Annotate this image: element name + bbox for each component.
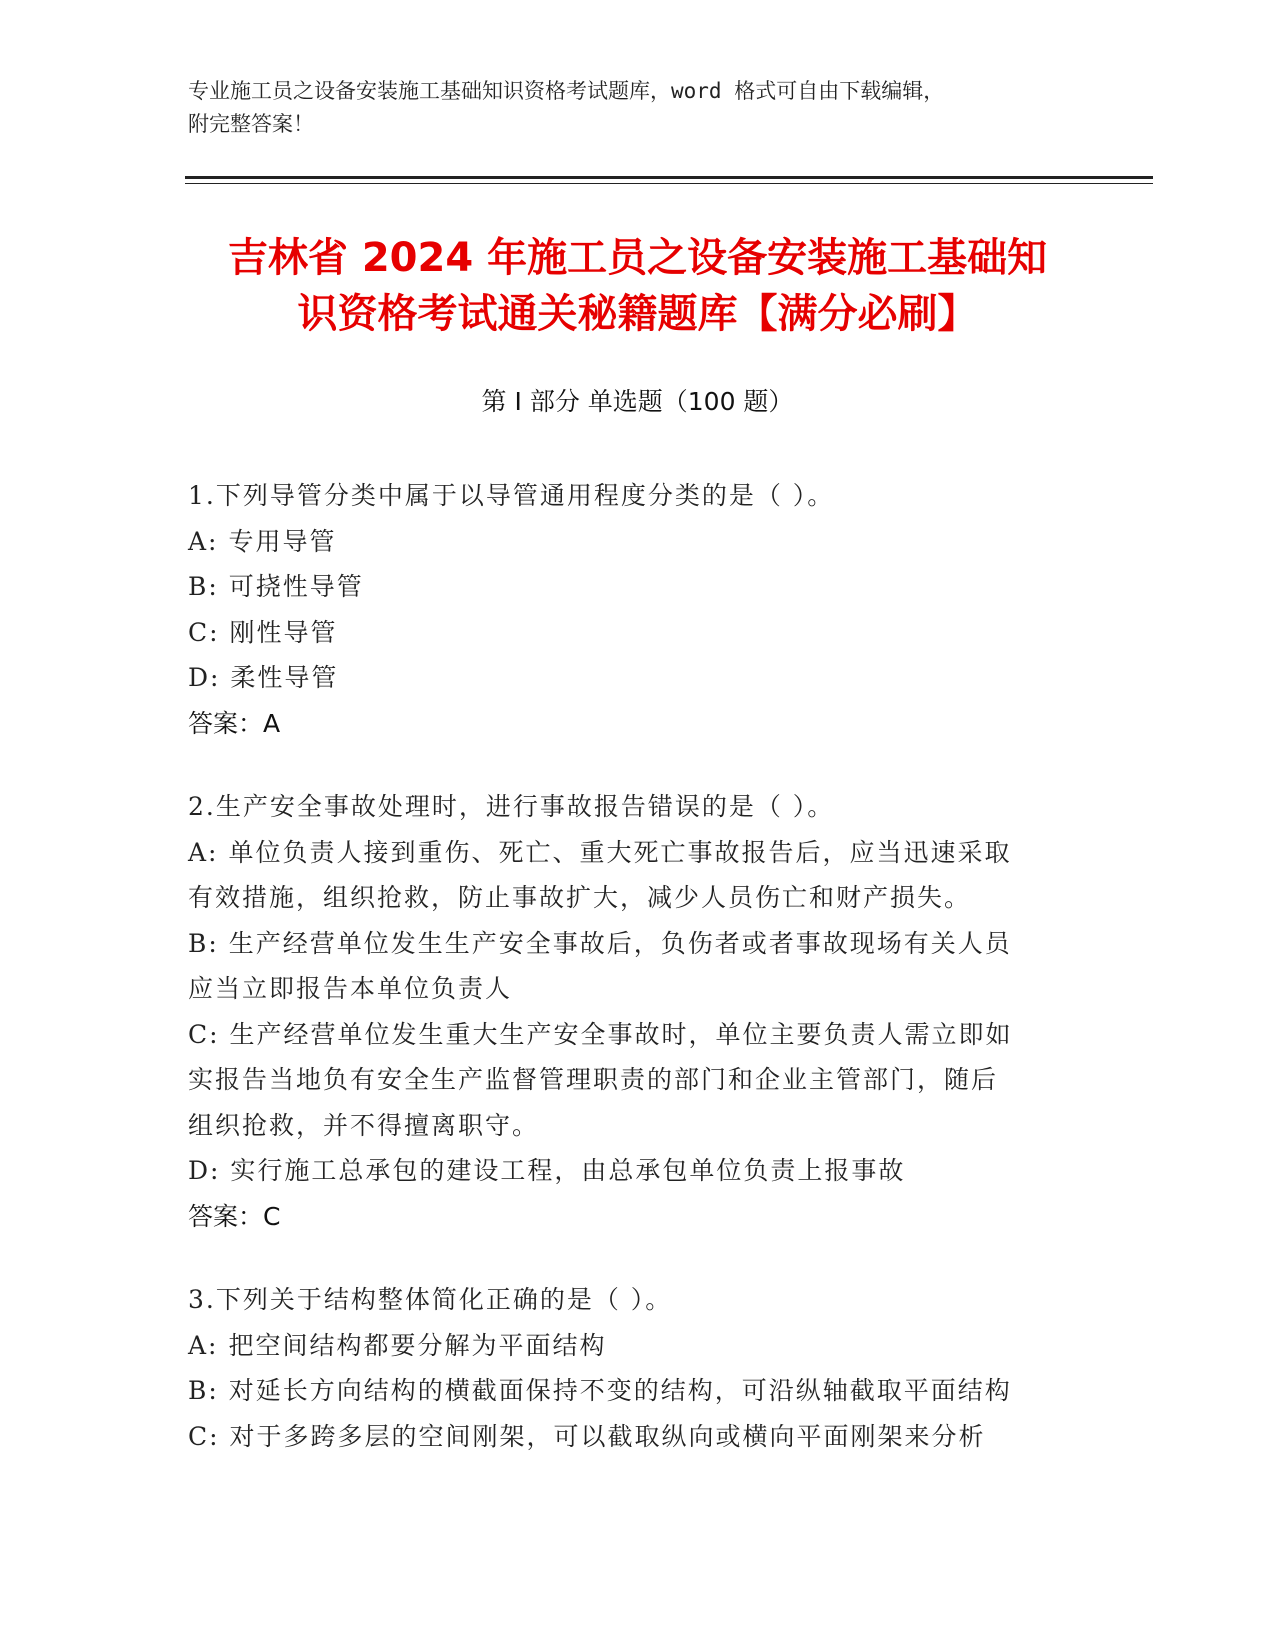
option-line (188, 830, 1088, 876)
option-line (188, 1103, 1088, 1149)
option-line (188, 1414, 1088, 1460)
option-key: C: (188, 617, 230, 647)
header-rule-thick (185, 176, 1153, 179)
header-note-line-1: 专业施工员之设备安装施工基础知识资格考试题库，word 格式可自由下载编辑， (188, 79, 945, 103)
option-key: B: (188, 1376, 229, 1405)
section-title: 第 I 部分 单选题（100 题） (481, 387, 794, 416)
option-line (188, 1012, 1088, 1058)
option-key: C: (188, 1421, 230, 1451)
option-text: 实行施工总承包的建设工程，由总承包单位负责上报事故 (230, 1156, 906, 1185)
header-note-line-2: 附完整答案！ (188, 112, 314, 136)
option-key: A: (188, 526, 229, 556)
option-text: 刚性导管 (229, 617, 338, 647)
header-note (188, 75, 1088, 141)
option-text: 把空间结构都要分解为平面结构 (228, 1330, 607, 1360)
option-key: B: (188, 572, 229, 601)
option-line (188, 610, 1088, 656)
question-block (188, 473, 1088, 746)
option-line (188, 966, 1088, 1012)
option-text: 单位负责人接到重伤、死亡、重大死亡事故报告后，应当迅速采取 (228, 837, 1012, 867)
question-stem: 3.下列关于结构整体简化正确的是（ ）。 (188, 1285, 673, 1314)
option-key: D: (188, 1156, 231, 1185)
option-line (188, 875, 1088, 921)
option-line (188, 655, 1088, 701)
question-block (188, 784, 1088, 1239)
option-text: 柔性导管 (230, 663, 339, 692)
option-text: 有效措施，组织抢救，防止事故扩大，减少人员伤亡和财产损失。 (188, 883, 972, 912)
option-key: C: (188, 1019, 230, 1049)
option-key: A: (188, 837, 229, 867)
option-line (188, 519, 1088, 565)
question-stem: 2.生产安全事故处理时，进行事故报告错误的是（ ）。 (188, 792, 835, 821)
document-title-line-2: 识资格考试通关秘籍题库【满分必刷】 (297, 291, 978, 337)
option-line (188, 921, 1088, 967)
document-title-line-1: 吉林省 2024 年施工员之设备安装施工基础知 (227, 235, 1048, 281)
question-stem: 1.下列导管分类中属于以导管通用程度分类的是（ ）。 (188, 481, 835, 510)
option-line (188, 1323, 1088, 1369)
answer-line: 答案：A (188, 708, 281, 738)
option-text: 可挠性导管 (228, 572, 364, 601)
option-key: A: (188, 1330, 229, 1360)
option-text: 组织抢救，并不得擅离职守。 (188, 1110, 540, 1140)
option-text: 生产经营单位发生生产安全事故后，负伤者或者事故现场有关人员 (228, 928, 1012, 958)
question-block (188, 1277, 1088, 1459)
option-text: 对于多跨多层的空间刚架，可以截取纵向或横向平面刚架来分析 (229, 1421, 986, 1451)
option-line (188, 1368, 1088, 1414)
option-line (188, 1148, 1088, 1194)
option-text: 实报告当地负有安全生产监督管理职责的部门和企业主管部门，随后 (188, 1065, 999, 1094)
option-key: B: (188, 928, 229, 958)
option-text: 对延长方向结构的横截面保持不变的结构，可沿纵轴截取平面结构 (228, 1376, 1012, 1405)
document-title (150, 230, 1125, 342)
header-rule-thin (185, 183, 1153, 184)
answer-line: 答案：C (188, 1201, 281, 1231)
option-text: 应当立即报告本单位负责人 (188, 974, 513, 1003)
option-text: 生产经营单位发生重大生产安全事故时，单位主要负责人需立即如 (229, 1019, 1013, 1049)
option-text: 专用导管 (228, 526, 337, 556)
option-line (188, 1057, 1088, 1103)
option-line (188, 564, 1088, 610)
question-list (188, 473, 1088, 1497)
option-key: D: (188, 663, 231, 692)
